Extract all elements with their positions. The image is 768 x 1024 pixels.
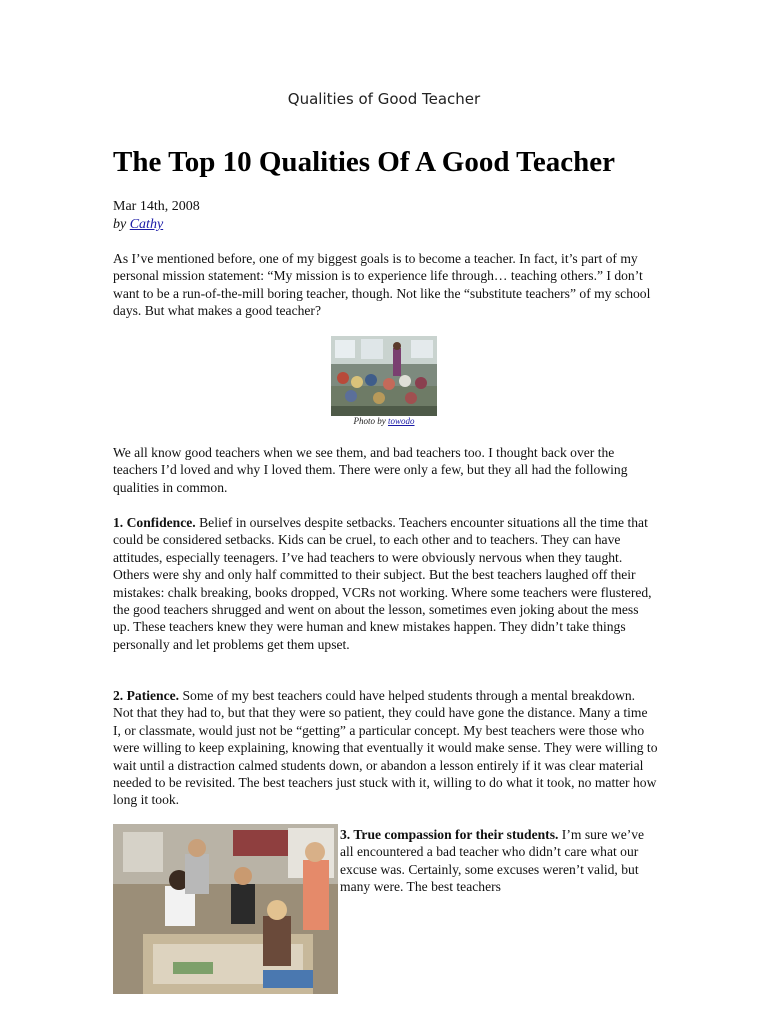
classroom-photo xyxy=(331,336,437,416)
quality-heading: 1. Confidence. xyxy=(113,515,196,530)
students-lab-photo xyxy=(113,824,338,994)
quality-patience xyxy=(113,687,658,809)
post-date: Mar 14th, 2008 xyxy=(113,199,200,214)
body-paragraph: We all know good teachers when we see them, and bad teachers too. I thought back over the teachers I’d loved and why I loved them. There were only a few, but they all had the following qualities in common. xyxy=(113,445,628,495)
article-meta xyxy=(113,198,200,234)
quality-compassion xyxy=(340,826,660,896)
document-header: Qualities of Good Teacher xyxy=(287,90,481,108)
quality-text: Some of my best teachers could have helped students through a mental breakdown. Not that they had to, but that they were so patient, they could have gone the distance. Many a time I, or classmate, would just not be “getting” a particular concept. My best teachers were those who were willing to keep explaining, knowing that eventually it would make sense. They were willing to wait until a distraction calmed students down, or abandon a lesson entirely if it was clear material needed to be revisited. The best teachers just stuck with it, willing to do what it took, no matter how long it took. xyxy=(113,688,658,808)
intro-paragraph: As I’ve mentioned before, one of my biggest goals is to become a teacher. In fact, it’s part of my personal mission statement: “My mission is to experience life through… teaching others.” I don’t want to be a run-of-the-mill boring teacher, though. Not like the “substitute teachers” of my school days. But what makes a good teacher? xyxy=(113,251,651,319)
caption-prefix: Photo by xyxy=(353,416,388,426)
byline-prefix: by xyxy=(113,217,130,232)
photo-caption xyxy=(331,416,437,426)
quality-confidence xyxy=(113,514,658,653)
byline xyxy=(113,216,200,234)
quality-heading: 3. True compassion for their students. xyxy=(340,827,559,842)
photo-credit-link[interactable]: towodo xyxy=(387,416,415,426)
quality-text: Belief in ourselves despite setbacks. Teachers encounter situations all the time that could be considered setbacks. Kids can be cruel, to each other and to teachers. They can have attitudes, especially teenagers. I’ve had teachers to were obviously nervous when they taught. Others were shy and only half committed to their subject. But the best teachers laughed off their mistakes: chalk breaking, books dropped, VCRs not working. Where some teachers were flustered, the good teachers shrugged and went on about the lesson, sometimes even joking about the mess up. These teachers knew they were human and knew mistakes happen. They didn’t take things personally and let problems get them upset. xyxy=(113,515,652,652)
quality-text: I’m sure we’ve all encountered a bad teacher who didn’t care what our excuse was. Certainly, some excuses weren’t valid, but many were. The best teachers xyxy=(340,827,645,895)
article-title: The Top 10 Qualities Of A Good Teacher xyxy=(113,146,615,178)
author-link[interactable]: Cathy xyxy=(129,217,164,232)
quality-heading: 2. Patience. xyxy=(113,688,180,703)
